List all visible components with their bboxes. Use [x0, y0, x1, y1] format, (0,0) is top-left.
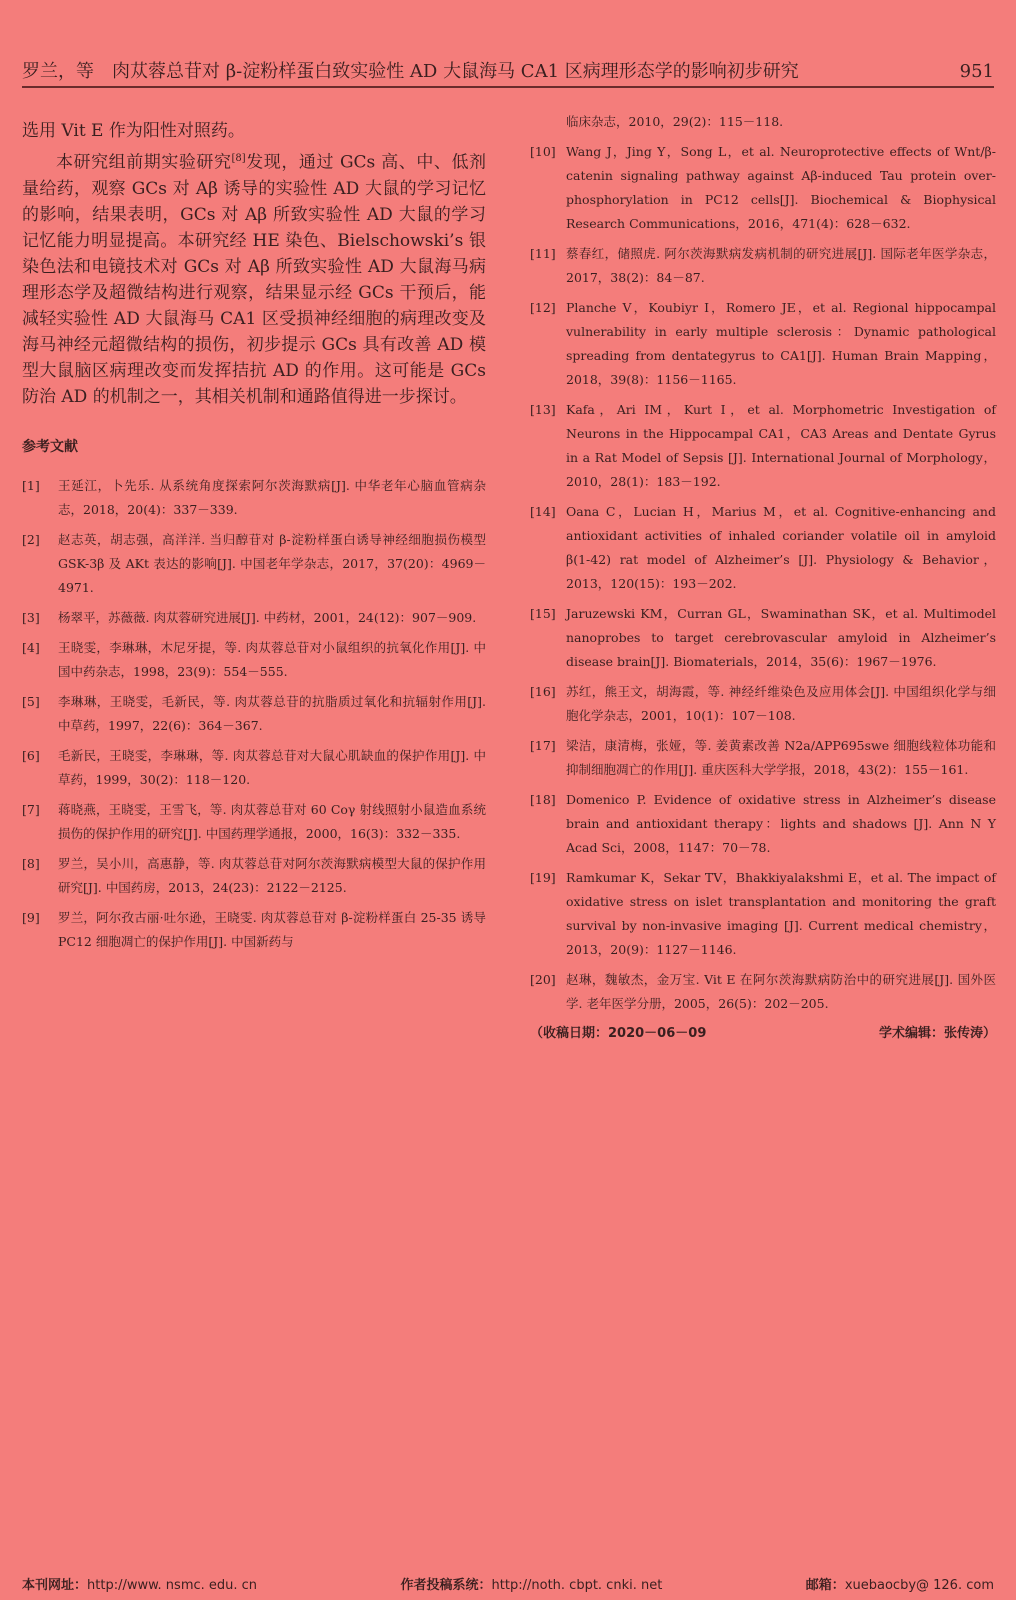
- reference-number: [8]: [22, 855, 40, 871]
- reference-text: Ramkumar K，Sekar TV，Bhakkiyalakshmi E，et al. The impact of oxidative stress on islet transplantation and monitoring the graft survival by non-invasive imaging [J]. Current medical chemistry，2013，20(9)：1127－1146.: [566, 870, 996, 957]
- reference-item: [530, 500, 996, 596]
- page-footer: [22, 1574, 994, 1593]
- reference-text: 杨翠平，苏薇薇. 肉苁蓉研究进展[J]. 中药材，2001，24(12)：907－909.: [58, 609, 477, 625]
- body-paragraph-1: 选用 Vit E 作为阳性对照药。: [22, 121, 245, 141]
- reference-item: [22, 744, 486, 792]
- body-paragraph-2-start: 本研究组前期实验研究: [56, 152, 232, 173]
- reference-item: [530, 866, 996, 962]
- reference-number: [5]: [22, 693, 40, 709]
- page-number: 951: [959, 61, 994, 82]
- submission-link[interactable]: http://noth. cbpt. cnki. net: [491, 1578, 663, 1593]
- reference-number: [14]: [530, 504, 556, 519]
- reference-number: [4]: [22, 639, 40, 655]
- website-link[interactable]: http://www. nsmc. edu. cn: [87, 1578, 258, 1593]
- reference-item: [530, 602, 996, 674]
- body-paragraph-2: [22, 146, 486, 410]
- reference-item: [22, 528, 486, 600]
- reference-item: [530, 242, 996, 290]
- submission-label: 作者投稿系统：: [400, 1578, 492, 1593]
- references-left: [22, 474, 486, 954]
- reference-text: 梁洁，康清梅，张娅，等. 姜黄素改善 N2a/APP695swe 细胞线粒体功能和抑制细胞凋亡的作用[J]. 重庆医科大学学报，2018，43(2)：155－161.: [566, 738, 996, 777]
- reference-text: 罗兰，阿尔孜古丽·吐尔逊，王晓雯. 肉苁蓉总苷对 β-淀粉样蛋白 25-35 诱导 PC12 细胞凋亡的保护作用[J]. 中国新药与: [58, 909, 486, 949]
- reference-item: [530, 110, 996, 134]
- left-column: [22, 118, 486, 960]
- email-link[interactable]: xuebaocby@ 126. com: [844, 1578, 994, 1593]
- reference-item: [22, 906, 486, 954]
- reference-number: [16]: [530, 684, 556, 699]
- contact-email: [806, 1574, 994, 1593]
- reference-item: [22, 852, 486, 900]
- reference-text: 王晓雯，李琳琳，木尼牙提，等. 肉苁蓉总苷对小鼠组织的抗氧化作用[J]. 中国中药杂志，1998，23(9)：554－555.: [58, 639, 486, 679]
- reference-number: [9]: [22, 909, 40, 925]
- reference-item: [530, 788, 996, 860]
- reference-text: Wang J，Jing Y，Song L，et al. Neuroprotective effects of Wnt/β-catenin signaling pathway against Aβ-induced Tau protein over-phosphorylation in PC12 cells[J]. Biochemical & Biophysical Research Communications，2016，471(4)：628－632.: [566, 144, 996, 231]
- running-title: 罗兰，等 肉苁蓉总苷对 β-淀粉样蛋白致实验性 AD 大鼠海马 CA1 区病理形态学的影响初步研究: [22, 61, 799, 82]
- reference-text: 蒋晓燕，王晓雯，王雪飞，等. 肉苁蓉总苷对 60 Coγ 射线照射小鼠造血系统损伤的保护作用的研究[J]. 中国药理学通报，2000，16(3)：332－335.: [58, 801, 486, 841]
- reference-text: Jaruzewski KM，Curran GL，Swaminathan SK，et al. Multimodel nanoprobes to target cerebrovascular amyloid in Alzheimer’s disease brain[J]. Biomaterials，2014，35(6)：1967－1976.: [566, 606, 996, 669]
- email-label: 邮箱：: [805, 1578, 845, 1593]
- right-column: [530, 110, 996, 1041]
- reference-text: Domenico P. Evidence of oxidative stress in Alzheimer’s disease brain and antioxidant therapy：lights and shadows [J]. Ann N Y Acad Sci，2008，1147：70－78.: [566, 792, 996, 855]
- reference-number: [20]: [530, 972, 556, 987]
- running-header: [22, 58, 994, 88]
- reference-item: [530, 680, 996, 728]
- reference-item: [530, 734, 996, 782]
- reference-number: [6]: [22, 747, 40, 763]
- reference-number: [10]: [530, 144, 556, 159]
- reference-text: 罗兰，吴小川，高惠静，等. 肉苁蓉总苷对阿尔茨海默病模型大鼠的保护作用研究[J]. 中国药房，2013，24(23)：2122－2125.: [58, 855, 486, 895]
- reference-text: Kafa，Ari IM，Kurt I，et al. Morphometric Investigation of Neurons in the Hippocampal CA1，CA3 Areas and Dentate Gyrus in a Rat Model of Sepsis [J]. International Journal of Morphology，2010，28(1)：183－192.: [566, 402, 996, 489]
- citation-sup: [8]: [231, 153, 246, 164]
- reference-number: [15]: [530, 606, 556, 621]
- reference-item: [530, 140, 996, 236]
- reference-number: [2]: [22, 531, 40, 547]
- reference-item: [530, 398, 996, 494]
- reference-item: [22, 798, 486, 846]
- reference-item: [22, 636, 486, 684]
- reference-number: [18]: [530, 792, 556, 807]
- reference-text: 毛新民，王晓雯，李琳琳，等. 肉苁蓉总苷对大鼠心肌缺血的保护作用[J]. 中草药，1999，30(2)：118－120.: [58, 747, 486, 787]
- reference-item: [22, 606, 486, 630]
- reference-item: [530, 968, 996, 1016]
- reference-text: Planche V，Koubiyr I，Romero JE，et al. Regional hippocampal vulnerability in early multiple sclerosis：Dynamic pathological spreading from dentategyrus to CA1[J]. Human Brain Mapping，2018，39(8)：1156－1165.: [566, 300, 996, 387]
- reference-text: Oana C，Lucian H，Marius M，et al. Cognitive-enhancing and antioxidant activities of inhaled coriander volatile oil in amyloid β(1-42) rat model of Alzheimer’s [J]. Physiology & Behavior，2013，120(15)：193－202.: [566, 504, 996, 591]
- reference-text: 蔡春红，储照虎. 阿尔茨海默病发病机制的研究进展[J]. 国际老年医学杂志，2017，38(2)：84－87.: [566, 246, 996, 285]
- submission-system: [401, 1574, 663, 1593]
- reference-number: [19]: [530, 870, 556, 885]
- reference-number: [3]: [22, 609, 40, 625]
- reference-number: [11]: [530, 246, 556, 261]
- receipt-line: [530, 1022, 996, 1041]
- body-paragraph-2-rest: 发现，通过 GCs 高、中、低剂量给药，观察 GCs 对 Aβ 诱导的实验性 AD 大鼠的学习记忆的影响，结果表明，GCs 对 Aβ 所致实验性 AD 大鼠的学习记忆能力明显提高。本研究经 HE 染色、Bielschowski’s 银染色法和电镜技术对 GCs 对 Aβ 所致实验性 AD 大鼠海马病理形态学及超微结构进行观察，结果显示经 GCs 干预后，能减轻实验性 AD 大鼠海马 CA1 区受损神经细胞的病理改变及海马神经元超微结构的损伤，初步提示 GCs 具有改善 AD 模型大鼠脑区病理改变而发挥拮抗 AD 的作用。这可能是 GCs 防治 AD 的机制之一，其相关机制和通路值得进一步探讨。: [22, 152, 487, 407]
- references-right: [530, 110, 996, 1016]
- reference-number: [13]: [530, 402, 556, 417]
- reference-number: [7]: [22, 801, 40, 817]
- reference-text: 临床杂志，2010，29(2)：115－118.: [566, 114, 784, 129]
- reference-text: 李琳琳，王晓雯，毛新民，等. 肉苁蓉总苷的抗脂质过氧化和抗辐射作用[J]. 中草药，1997，22(6)：364－367.: [58, 693, 486, 733]
- reference-item: [22, 690, 486, 738]
- reference-number: [12]: [530, 300, 556, 315]
- journal-website: [22, 1574, 257, 1593]
- reference-text: 赵志英，胡志强，高洋洋. 当归醇苷对 β-淀粉样蛋白诱导神经细胞损伤模型 GSK-3β 及 AKt 表达的影响[J]. 中国老年学杂志，2017，37(20)：4969－4971.: [58, 531, 486, 595]
- reference-number: [1]: [22, 477, 40, 493]
- reference-item: [530, 296, 996, 392]
- reference-item: [22, 474, 486, 522]
- website-label: 本刊网址：: [22, 1578, 88, 1593]
- received-date: （收稿日期：2020－06－09: [530, 1026, 707, 1041]
- reference-text: 苏红，熊王文，胡海霞，等. 神经纤维染色及应用体会[J]. 中国组织化学与细胞化学杂志，2001，10(1)：107－108.: [566, 684, 996, 723]
- reference-text: 赵琳，魏敏杰，金万宝. Vit E 在阿尔茨海默病防治中的研究进展[J]. 国外医学. 老年医学分册，2005，26(5)：202－205.: [566, 972, 996, 1011]
- references-heading: 参考文献: [22, 438, 78, 455]
- reference-number: [17]: [530, 738, 556, 753]
- reference-text: 王延江，卜先乐. 从系统角度探索阿尔茨海默病[J]. 中华老年心脑血管病杂志，2018，20(4)：337－339.: [58, 477, 486, 517]
- reference-number: [530, 110, 566, 134]
- academic-editor: 学术编辑：张传涛）: [878, 1026, 996, 1041]
